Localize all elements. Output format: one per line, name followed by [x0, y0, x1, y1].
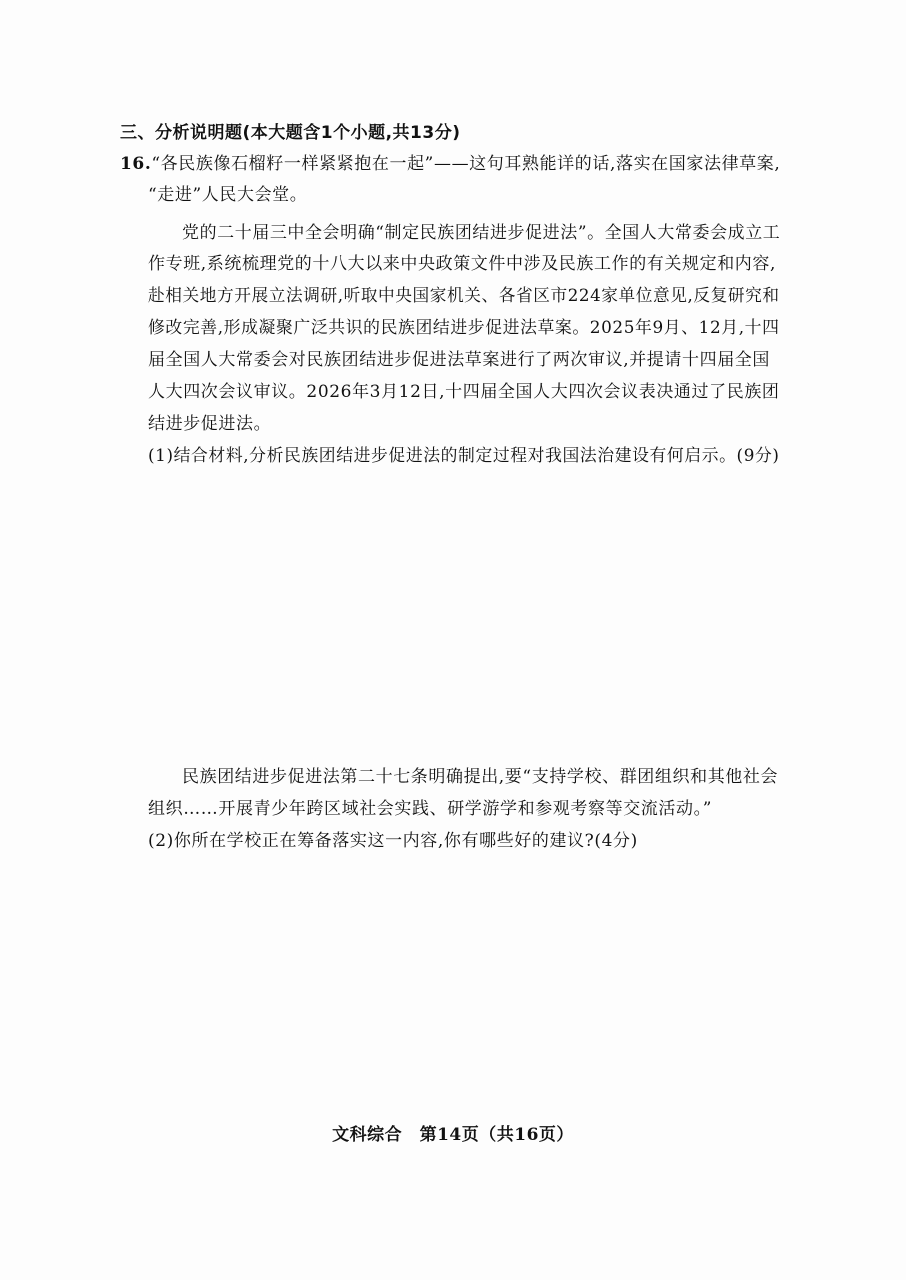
sub-question-1: (1)结合材料,分析民族团结进步促进法的制定过程对我国法治建设有何启示。(9分) [148, 446, 780, 466]
material1-line-5: 届全国人大常委会对民族团结进步促进法草案进行了两次审议,并提请十四届全国 [148, 350, 771, 370]
question-intro-line-2: “走进”人民大会堂。 [148, 185, 308, 205]
material1-line-1: 党的二十届三中全会明确“制定民族团结进步促进法”。全国人大常委会成立工 [182, 223, 781, 243]
question-number: 16. [120, 154, 152, 174]
page-footer: 文科综合 第14页（共16页） [332, 1125, 574, 1145]
material1-line-6: 人大四次会议审议。2026年3月12日,十四届全国人大四次会议表决通过了民族团 [148, 382, 780, 402]
section-title: 三、分析说明题(本大题含1个小题,共13分) [120, 123, 461, 143]
question-intro-line-1 [120, 153, 780, 175]
material1-line-7: 结进步促进法。 [148, 414, 272, 434]
sub-question-2: (2)你所在学校正在筹备落实这一内容,你有哪些好的建议?(4分) [148, 831, 638, 851]
question-intro-text-1: “各民族像石榴籽一样紧紧抱在一起”——这句耳熟能详的话,落实在国家法律草案, [151, 154, 781, 174]
material2-line-2: 组织……开展青少年跨区域社会实践、研学游学和参观考察等交流活动。” [148, 799, 712, 819]
material1-line-3: 赴相关地方开展立法调研,听取中央国家机关、各省区市224家单位意见,反复研究和 [148, 286, 780, 306]
material1-line-4: 修改完善,形成凝聚广泛共识的民族团结进步促进法草案。2025年9月、12月,十四 [148, 318, 780, 338]
material2-line-1: 民族团结进步促进法第二十七条明确提出,要“支持学校、群团组织和其他社会 [182, 767, 779, 787]
material1-line-2: 作专班,系统梳理党的十八大以来中央政策文件中涉及民族工作的有关规定和内容, [148, 254, 777, 274]
